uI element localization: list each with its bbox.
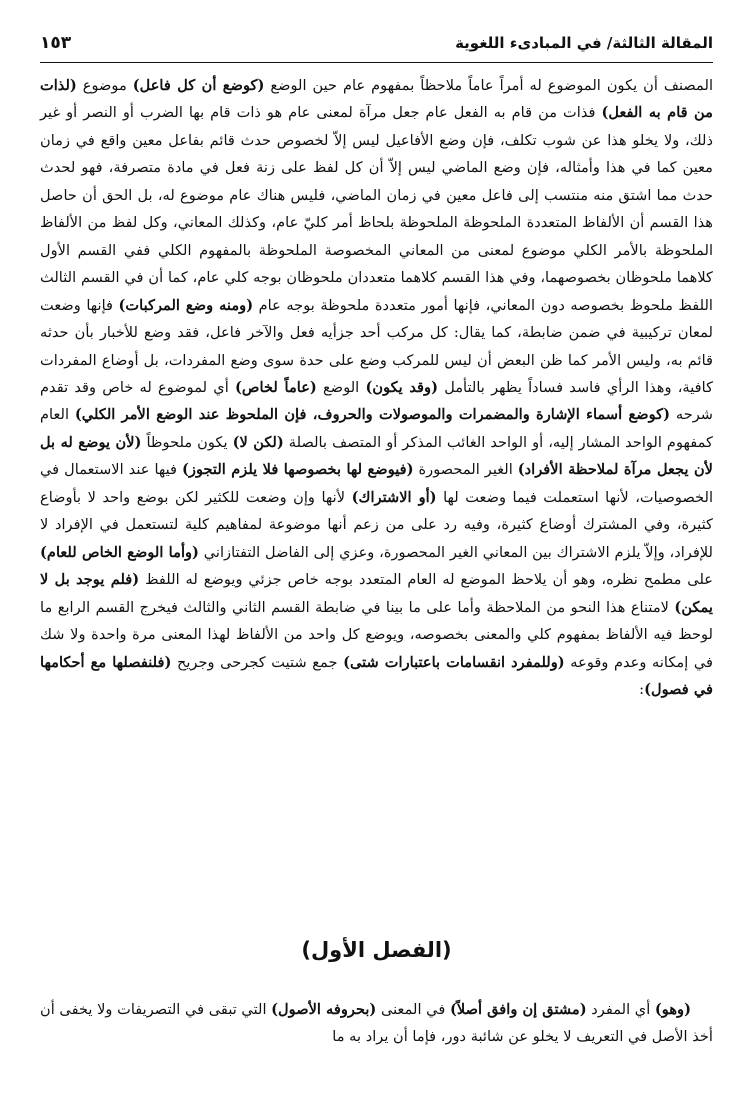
bold-quote: (لذات من قام به الفعل): [40, 77, 713, 122]
bold-quote: (كوضع أن كل فاعل): [132, 77, 265, 94]
text-run: العام كمفهوم الواحد المشار إليه، أو الواحد الغائب المذكر أو المتصف بالصلة: [40, 406, 713, 451]
main-text-block: [40, 72, 713, 703]
bold-quote: (وللمفرد انقسامات باعتبارات شتى): [343, 653, 565, 671]
bold-quote: (لكن لا): [232, 433, 284, 451]
bold-quote: (وأما الوضع الخاص للعام): [40, 543, 199, 561]
text-run: فيها عند الاستعمال في الخصوصيات، لأنها استعملت فيما وضعت لها: [40, 461, 714, 506]
text-run: في المعنى: [376, 1001, 450, 1018]
chapter-text-block: [40, 996, 713, 1051]
text-run: على مطمح نظره، وهو أن يلاحظ الموضع له العام المتعدد بوجه خاص جزئي ويوضع له اللفظ: [139, 571, 714, 589]
bold-quote: (وقد يكون): [365, 378, 438, 396]
text-run: لأنها وإن وضعت للكثير لكن بوضع واحد لا بأوضاع كثيرة، وفي المشترك أوضاع كثيرة، وفيه رد على من زعم أنها موضوعة لمفاهيم كلية لتستعمل في الإفراد لا للإفراد، وإلاّ يلزم الاشتراك بين المعاني الغير المحصورة، وعزي إلى الفاضل التفتازاني: [40, 488, 713, 561]
text-run: الغير المحصورة: [413, 461, 518, 479]
page-number: ١٥٣: [40, 33, 72, 53]
bold-quote: (فيوضع لها بخصوصها فلا يلزم التجوز): [182, 461, 414, 479]
paragraph-continued: [40, 72, 713, 703]
bold-quote: (أو الاشتراك): [351, 488, 437, 506]
text-run: أي المفرد: [586, 1001, 655, 1018]
bold-quote: (عاماً لخاص): [234, 378, 317, 396]
text-run: أي لموضوع له خاص وقد تقدم شرحه: [40, 378, 713, 424]
bold-quote: (مشتق إن وافق أصلاً): [449, 1001, 587, 1018]
running-title: المقالة الثالثة/ في المبادىء اللغوية: [455, 34, 713, 52]
bold-quote: (بحروفه الأصول): [271, 1001, 377, 1018]
bold-quote: (ومنه وضع المركبات): [118, 296, 254, 314]
text-run: فإنها وضعت لمعان تركيبية في ضمن ضابطة، كما يقال: كل مركب أحد جزأيه فعل والآخر فاعل، فقد وضع للأخبار بأن حدثه قائم به، وليس الأمر كما ظن البعض أن ليس للمركب وضع على حدة سوى وضع المفردات، بل أوضاع المفردات كافية، وهذا الرأي فاسد فساداً يظهر بالتأمل: [40, 296, 714, 396]
bold-quote: (فلنفصلها مع أحكامها في فصول): [40, 653, 713, 698]
bold-quote: (وهو): [654, 1001, 691, 1018]
header-rule: [40, 62, 713, 63]
text-run: جمع شتيت كجرحى وجريح: [171, 653, 344, 671]
text-run: يكون ملحوظاً: [141, 433, 233, 451]
text-run: الوضع: [316, 378, 366, 396]
text-run: التي تبقى في التصريفات ولا يخفى أن أخذ الأصل في التعريف لا يخلو عن شائبة دور، فإما أن يراد به ما: [40, 1001, 713, 1046]
bold-quote: (كوضع أسماء الإشارة والمضمرات والموصولات والحروف، فإن الملحوظ عند الوضع الأمر الكلي): [74, 406, 670, 424]
text-run: موضوع: [76, 77, 133, 94]
bold-quote: (لأن يوضع له بل لأن يجعل مرآة لملاحظة الأفراد): [40, 433, 713, 479]
text-run: فذات من قام به الفعل عام جعل مرآة لمعنى عام هو ذات قام بها الضرب أو النصر أو غير ذلك، ولا يخلو هذا عن شوب تكلف، فإن وضع الأفاعيل ليس إلاّ لخصوص حدث قائم بفاعل معين واقع في زمان معين كما في هذا وأمثاله، فإن وضع الماضي ليس إلاّ أن كل لفظ على زنة فعل في مادة متصرفة، فهو لحدث حدث مما اشتق منه منتسب إلى فاعل معين في زمان الماضي، فليس هناك عام موضوع له، بل الحق أن حاصل هذا القسم أن الألفاظ المتعددة الملحوظة الملحوظة بلحاظ أمر كليّ عام، وكذلك المعاني، وكل لفظ من الألفاظ الملحوظة بالأمر الكلي موضوع لمعنى من المعاني المخصوصة الملحوظة بالمفهوم الكلي ففي القسم الأول كلاهما ملحوظان بخصوصهما، وفي هذا القسم كلاهما متعددان ملحوظان بوجه كلي عام، كما أن في القسم الثالث اللفظ ملحوظ بخصوصه دون المعاني، فإنها أمور متعددة ملحوظة بوجه عام: [40, 104, 713, 314]
bold-quote: (فلم يوجد بل لا يمكن): [40, 571, 713, 616]
text-run: :: [639, 680, 645, 698]
text-run: المصنف أن يكون الموضوع له أمراً عاماً ملاحظاً بمفهوم عام حين الوضع: [264, 77, 713, 94]
chapter-heading: (الفصل الأول): [301, 938, 452, 962]
text-run: لامتناع هذا النحو من الملاحظة وأما على ما بينا في ضابطة القسم الثاني والثالث فيخرج القسم الرابع ما لوحظ فيه الألفاظ بمفهوم كلي والمعنى بخصوصه، ويوضع كل واحد من الألفاظ لهذا المعنى مرة واحدة ولا شك في إمكانه وعدم وقوعه: [40, 598, 713, 671]
paragraph: [40, 996, 713, 1051]
running-header: [40, 28, 713, 58]
